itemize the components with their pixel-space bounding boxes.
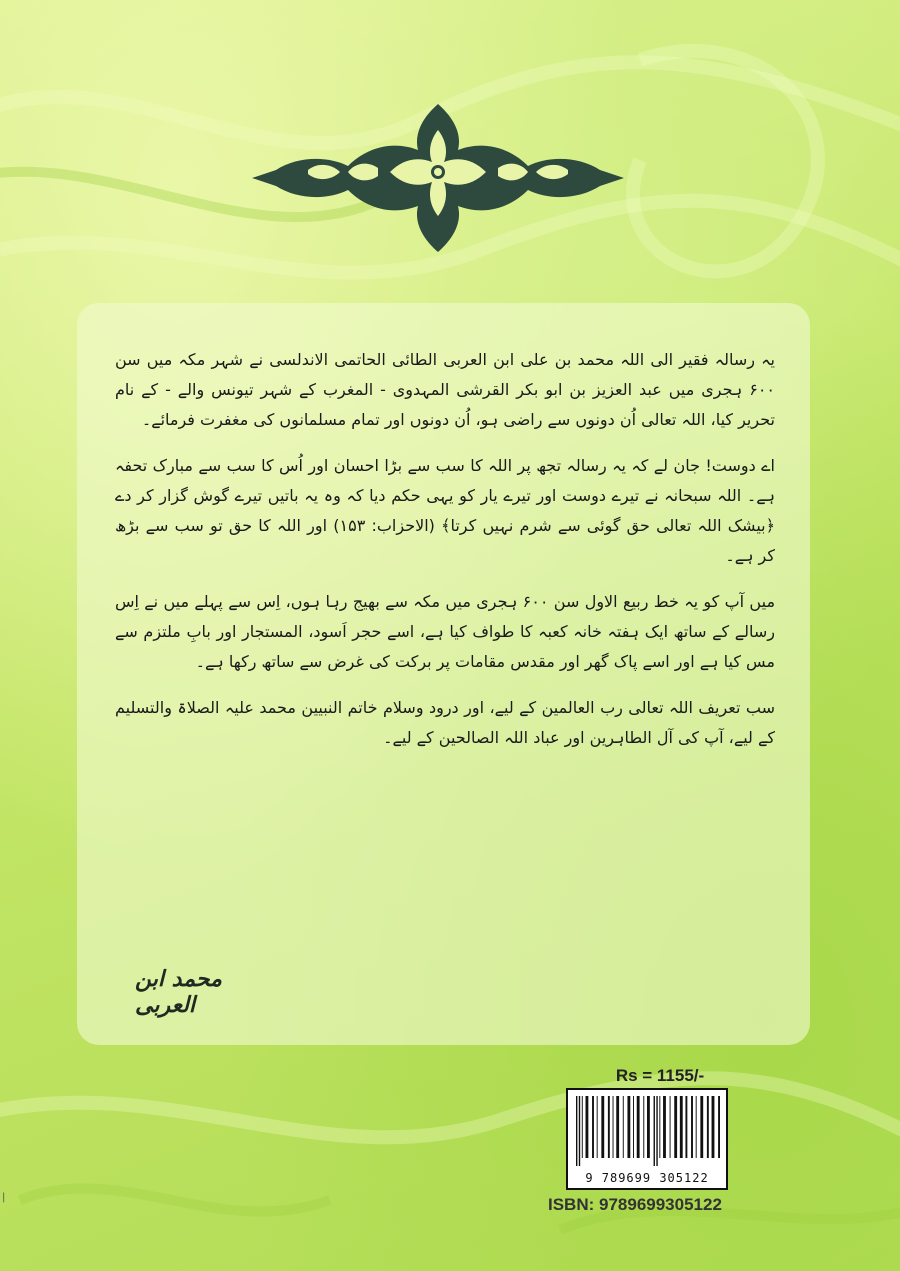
- barcode-bar: [597, 1096, 598, 1158]
- barcode-bar: [608, 1096, 610, 1158]
- barcode-bar: [712, 1096, 715, 1158]
- barcode-bar: [576, 1096, 577, 1166]
- barcode-bar: [586, 1096, 589, 1158]
- floral-ornament-icon: [248, 100, 628, 255]
- paragraph-letter: میں آپ کو یہ خط ربیع الاول سن ۶۰۰ ہجری میں مکہ سے بھیج رہا ہوں، اِس سے پہلے میں نے اِس رسالے کے ساتھ ایک ہفتہ خانہ کعبہ کا طواف کیا ہے، اسے حجر اَسود، المستجار اور بابِ ملتزم سے مس کیا ہے اور اسے پاک گھر اور مقدس مقامات پر برکت کی غرض سے ساتھ رکھا ہے۔: [115, 592, 776, 671]
- barcode-bar: [613, 1096, 614, 1158]
- barcode-bar: [616, 1096, 619, 1158]
- price-label: Rs = 1155/-: [615, 1066, 705, 1085]
- barcode-bar: [582, 1096, 583, 1158]
- author-signature: محمد ابن العربی: [135, 966, 222, 1018]
- barcode-bar: [643, 1096, 644, 1158]
- paragraph-friend: اے دوست! جان لے کہ یہ رسالہ تجھ پر اللہ کا سب سے بڑا احسان اور اُس کا سب سے مبارک تحفہ ہے۔ اللہ سبحانہ نے تیرے دوست اور تیرے یار کو یہی حکم دیا کہ وہ یہ باتیں تیرے گوش گزار کر دے ﴿بیشک اللہ تعالی حق گوئی سے شرم نہیں کرتا﴾ (الاحزاب: ۱۵۳) اور اللہ کا حق تو سب سے بڑھ کر ہے۔: [115, 456, 775, 565]
- barcode-bar: [623, 1096, 624, 1158]
- barcode-bar: [674, 1096, 677, 1158]
- barcode-bar: [579, 1096, 580, 1166]
- barcode-bar: [707, 1096, 709, 1158]
- barcode-bar: [627, 1096, 630, 1158]
- barcode-bar: [663, 1096, 666, 1158]
- edge-mark: |: [2, 1192, 6, 1203]
- barcode-bar: [656, 1096, 657, 1166]
- body-text: [115, 345, 775, 769]
- barcode-bar: [592, 1096, 594, 1158]
- barcode-bar: [685, 1096, 687, 1158]
- barcode-bar: [680, 1096, 683, 1158]
- barcode-bar: [601, 1096, 604, 1158]
- barcode-bar: [700, 1096, 703, 1158]
- paragraph-praise: سب تعریف اللہ تعالی رب العالمین کے لیے، اور درود وسلام خاتم النبیین محمد علیہ الصلاۃ والتسلیم کے لیے، آپ کی آل الطاہرین اور عباد اللہ الصالحین کے لیے۔: [115, 698, 775, 747]
- barcode-bar: [670, 1096, 671, 1158]
- isbn-label: ISBN: 9789699305122: [548, 1195, 722, 1214]
- barcode-bar: [633, 1096, 634, 1158]
- paragraph-intro: یہ رسالہ فقیر الی اللہ محمد بن علی ابن العربی الطائی الحاتمی الاندلسی نے شہر مکہ میں سن ۶۰۰ ہجری میں عبد العزیز بن ابو بکر القرشی المہدوی - المغرب کے شہر تیونس والے - کے نام تحریر کیا، اللہ تعالی اُن دونوں سے راضی ہو، اُن دونوں اور تمام مسلمانوں کی مغفرت فرمائے۔: [115, 350, 775, 429]
- barcode-bar: [691, 1096, 693, 1158]
- barcode-bar: [637, 1096, 640, 1158]
- barcode-digits: 9 789699 305122: [585, 1171, 709, 1185]
- barcode-bar: [659, 1096, 660, 1158]
- barcode-bar: [654, 1096, 655, 1166]
- barcode-bar: [718, 1096, 720, 1158]
- barcode-bar: [696, 1096, 697, 1158]
- barcode-bars: [574, 1096, 720, 1166]
- barcode-bar: [647, 1096, 650, 1158]
- barcode: [566, 1088, 728, 1190]
